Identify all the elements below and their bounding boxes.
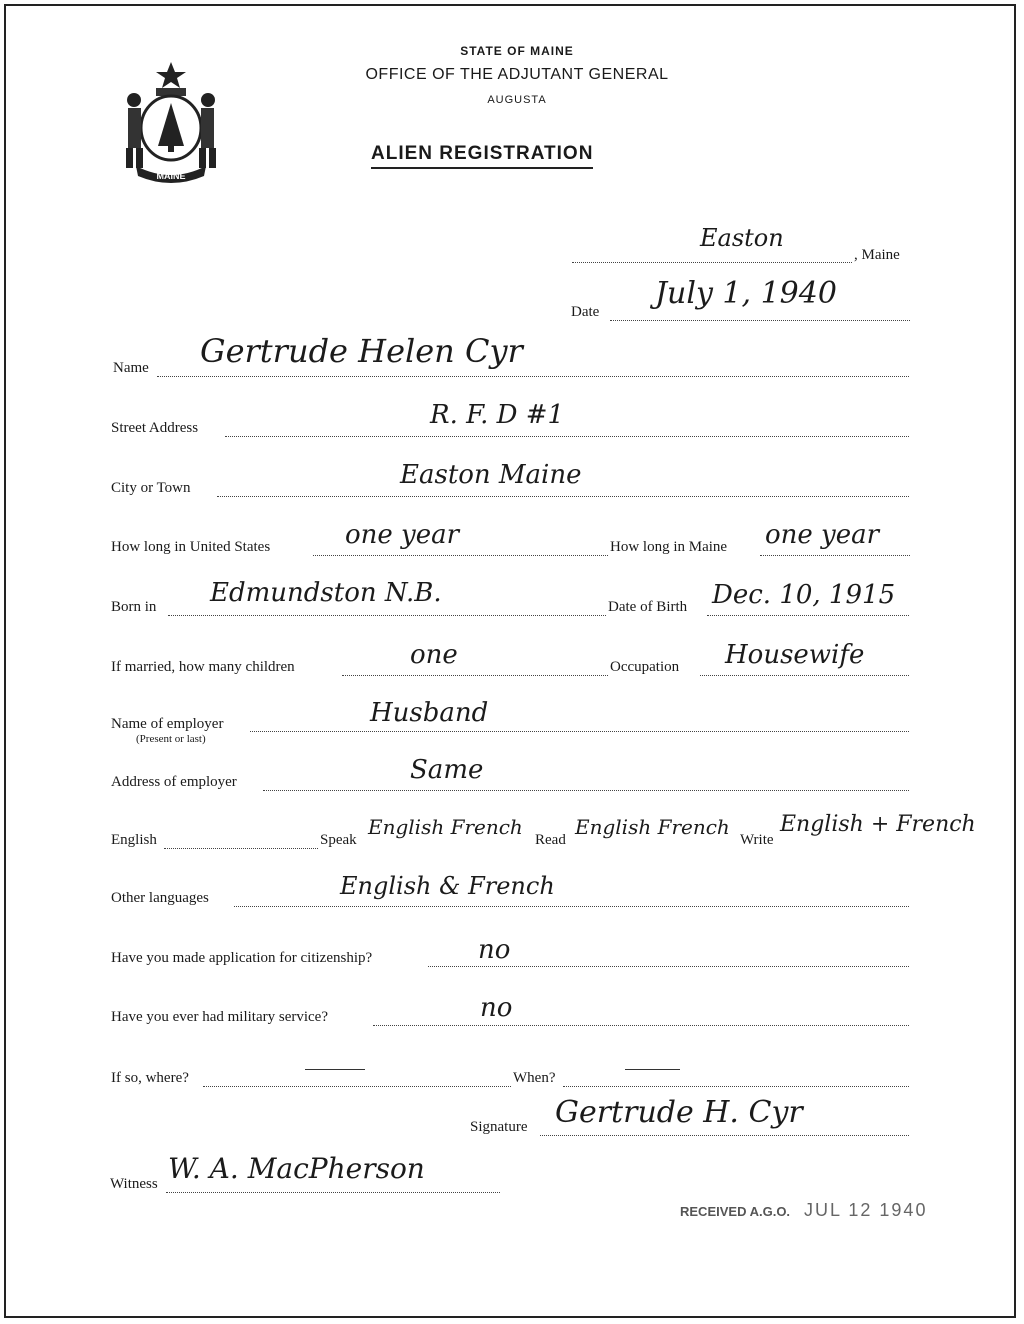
occupation-label: Occupation (610, 659, 680, 675)
us-value: one year (345, 520, 460, 550)
name-label: Name (113, 360, 149, 376)
military-label: Have you ever had military service? (111, 1009, 328, 1025)
speak-value: English French (368, 815, 523, 839)
name-value: Gertrude Helen Cyr (200, 332, 523, 370)
children-label: If married, how many children (111, 659, 295, 675)
signature-value: Gertrude H. Cyr (555, 1095, 803, 1130)
dob-label: Date of Birth (608, 599, 688, 615)
other-languages-label: Other languages (111, 890, 209, 906)
other-languages-value: English & French (340, 872, 555, 900)
street-line (225, 436, 909, 437)
when-line (563, 1086, 909, 1087)
maine-label: , Maine (854, 247, 900, 263)
city-line (217, 496, 909, 497)
town-value: Easton (700, 224, 784, 252)
witness-line (166, 1192, 500, 1193)
received-stamp (680, 1200, 927, 1221)
english-label: English (111, 832, 157, 848)
military-line (373, 1025, 909, 1026)
where-dash (305, 1069, 365, 1070)
signature-line (540, 1135, 909, 1136)
employer-line (250, 731, 909, 732)
write-label: Write (740, 832, 774, 848)
name-line (157, 376, 909, 377)
witness-label: Witness (110, 1176, 158, 1192)
born-value: Edmundston N.B. (210, 578, 442, 608)
children-value: one (410, 640, 458, 670)
dob-value: Dec. 10, 1915 (712, 580, 896, 610)
date-line (610, 320, 910, 321)
street-value: R. F. D #1 (430, 400, 565, 430)
when-dash (625, 1069, 680, 1070)
employer-address-label: Address of employer (111, 774, 237, 790)
employer-address-line (263, 790, 909, 791)
speak-label: Speak (320, 832, 357, 848)
citizenship-label: Have you made application for citizenship? (111, 950, 373, 966)
employer-label: Name of employer (111, 716, 224, 732)
signature-label: Signature (470, 1119, 528, 1135)
maine-long-value: one year (765, 520, 880, 550)
where-label: If so, where? (111, 1070, 189, 1086)
header-state: STATE OF MAINE (460, 44, 574, 58)
occupation-value: Housewife (725, 640, 865, 670)
occupation-line (700, 675, 909, 676)
citizenship-value: no (478, 935, 511, 965)
read-label: Read (535, 832, 566, 848)
employer-address-value: Same (410, 755, 484, 785)
stamp-label: RECEIVED A.G.O. (680, 1204, 791, 1219)
form-title: ALIEN REGISTRATION (371, 143, 593, 169)
born-label: Born in (111, 599, 157, 615)
witness-value: W. A. MacPherson (168, 1152, 425, 1185)
city-value: Easton Maine (400, 460, 582, 490)
dob-line (707, 615, 909, 616)
header-office: OFFICE OF THE ADJUTANT GENERAL (365, 66, 669, 83)
read-value: English French (575, 815, 730, 839)
maine-long-line (760, 555, 910, 556)
children-line (342, 675, 608, 676)
write-value: English + French (780, 812, 976, 837)
employer-sublabel: (Present or last) (136, 733, 206, 745)
when-label: When? (513, 1070, 556, 1086)
english-line (164, 848, 318, 849)
employer-value: Husband (370, 698, 489, 728)
other-languages-line (234, 906, 909, 907)
citizenship-line (428, 966, 909, 967)
city-label: City or Town (111, 480, 191, 496)
us-label: How long in United States (111, 539, 271, 555)
us-line (313, 555, 608, 556)
town-line (572, 262, 852, 263)
born-line (168, 615, 606, 616)
stamp-date: JUL 12 1940 (804, 1200, 928, 1220)
header-city: AUGUSTA (487, 94, 547, 106)
date-value: July 1, 1940 (655, 276, 837, 311)
maine-long-label: How long in Maine (610, 539, 728, 555)
military-value: no (480, 993, 513, 1023)
street-label: Street Address (111, 420, 199, 436)
where-line (203, 1086, 511, 1087)
svg-text:MAINE: MAINE (156, 171, 186, 181)
date-label: Date (571, 304, 600, 320)
